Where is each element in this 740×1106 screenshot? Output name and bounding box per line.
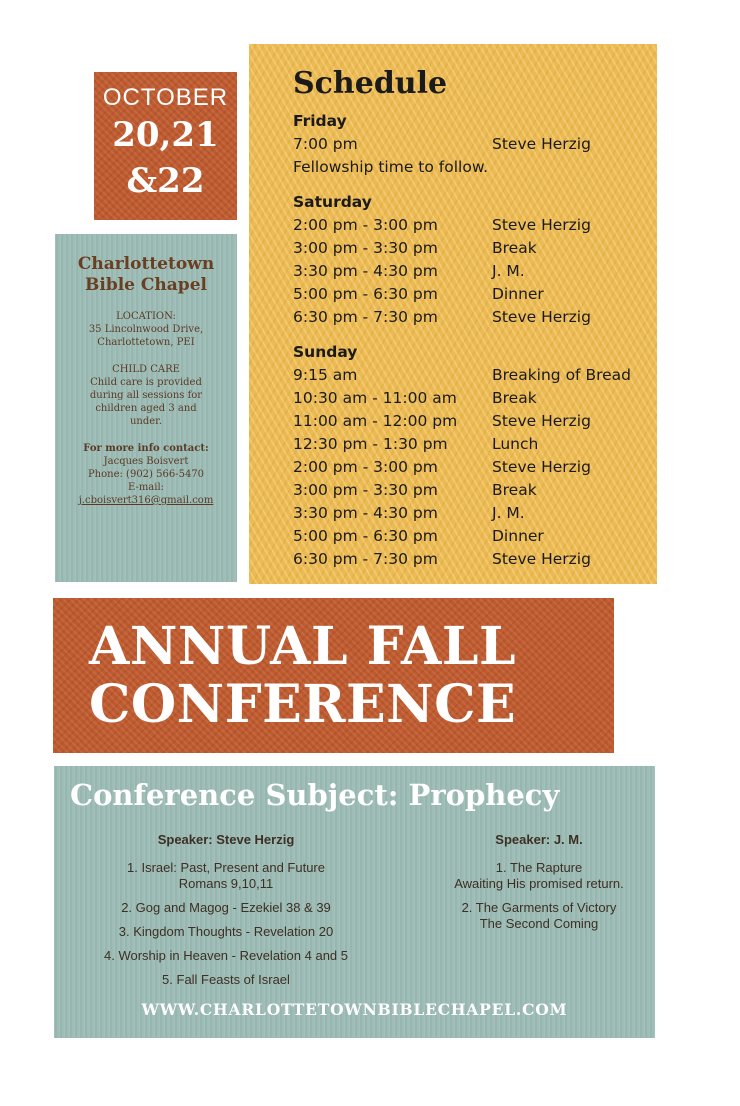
day-heading: Sunday bbox=[293, 343, 358, 361]
schedule-row bbox=[293, 237, 631, 260]
session-item bbox=[76, 900, 376, 916]
schedule-event: Break bbox=[492, 389, 537, 407]
schedule-list bbox=[293, 110, 631, 571]
schedule-row bbox=[293, 456, 631, 479]
banner-title-line1: ANNUAL FALL bbox=[89, 616, 517, 677]
schedule-row bbox=[293, 410, 631, 433]
schedule-row bbox=[293, 364, 631, 387]
schedule-row bbox=[293, 283, 631, 306]
session-line: 2. Gog and Magog - Ezekiel 38 & 39 bbox=[121, 900, 331, 915]
schedule-event: Dinner bbox=[492, 285, 544, 303]
schedule-time: 6:30 pm - 7:30 pm bbox=[293, 550, 438, 568]
website-url[interactable]: WWW.CHARLOTTETOWNBIBLECHAPEL.COM bbox=[141, 1000, 568, 1019]
session-list bbox=[76, 860, 376, 988]
session-line: 2. The Garments of Victory bbox=[461, 900, 617, 915]
speaker-column-right bbox=[434, 832, 644, 940]
address-line2: Charlottetown, PEI bbox=[97, 337, 195, 348]
day-gap bbox=[293, 179, 631, 191]
schedule-time: 2:00 pm - 3:00 pm bbox=[293, 458, 438, 476]
session-line: 1. Israel: Past, Present and Future bbox=[127, 860, 325, 875]
address-line1: 35 Lincolnwood Drive, bbox=[88, 324, 204, 335]
session-item bbox=[76, 972, 376, 988]
schedule-time: 11:00 am - 12:00 pm bbox=[293, 412, 458, 430]
schedule-time: 10:30 am - 11:00 am bbox=[293, 389, 457, 407]
schedule-event: Steve Herzig bbox=[492, 135, 591, 153]
schedule-row bbox=[293, 502, 631, 525]
contact-name: Jacques Boisvert bbox=[103, 456, 189, 467]
schedule-event: Breaking of Bread bbox=[492, 366, 631, 384]
childcare-line: children aged 3 and bbox=[95, 403, 197, 414]
email-label: E-mail: bbox=[127, 482, 165, 493]
schedule-event: Steve Herzig bbox=[492, 412, 591, 430]
session-line: 1. The Rapture bbox=[495, 860, 583, 875]
schedule-row bbox=[293, 306, 631, 329]
schedule-time: 3:30 pm - 4:30 pm bbox=[293, 504, 438, 522]
session-line: 4. Worship in Heaven - Revelation 4 and 5 bbox=[103, 948, 348, 963]
session-line: Romans 9,10,11 bbox=[178, 876, 274, 891]
date-days-line2: &22 bbox=[126, 161, 205, 201]
childcare-label: CHILD CARE bbox=[112, 364, 180, 375]
schedule-event: Lunch bbox=[492, 435, 539, 453]
schedule-event: Dinner bbox=[492, 527, 544, 545]
schedule-time: 5:00 pm - 6:30 pm bbox=[293, 527, 438, 545]
schedule-row bbox=[293, 214, 631, 237]
schedule-event: J. M. bbox=[492, 262, 525, 280]
contact-phone: Phone: (902) 566-5470 bbox=[87, 469, 205, 480]
schedule-row bbox=[293, 260, 631, 283]
banner-title bbox=[89, 618, 516, 734]
chapel-name bbox=[55, 254, 237, 296]
session-item bbox=[76, 860, 376, 892]
date-days-line1: 20,21 bbox=[112, 115, 219, 155]
session-line: Awaiting His promised return. bbox=[454, 876, 624, 891]
schedule-time: 12:30 pm - 1:30 pm bbox=[293, 435, 448, 453]
banner-title-line2: CONFERENCE bbox=[89, 674, 517, 735]
session-item bbox=[434, 900, 644, 932]
schedule-row bbox=[293, 387, 631, 410]
speaker-name: Speaker: J. M. bbox=[495, 832, 583, 847]
session-line: The Second Coming bbox=[479, 916, 599, 931]
session-line: 5. Fall Feasts of Israel bbox=[162, 972, 290, 987]
childcare-line: under. bbox=[129, 416, 163, 427]
session-item bbox=[76, 948, 376, 964]
schedule-row bbox=[293, 433, 631, 456]
schedule-panel bbox=[249, 44, 657, 584]
schedule-row bbox=[293, 133, 631, 156]
schedule-row bbox=[293, 548, 631, 571]
schedule-time: 3:00 pm - 3:30 pm bbox=[293, 481, 438, 499]
date-month: OCTOBER bbox=[102, 84, 229, 111]
speaker-column-left bbox=[76, 832, 376, 996]
chapel-name-line2: Bible Chapel bbox=[85, 275, 207, 295]
schedule-time: 3:00 pm - 3:30 pm bbox=[293, 239, 438, 257]
schedule-row bbox=[293, 525, 631, 548]
schedule-title: Schedule bbox=[293, 66, 448, 101]
session-item bbox=[434, 860, 644, 892]
schedule-time: 5:00 pm - 6:30 pm bbox=[293, 285, 438, 303]
speaker-name: Speaker: Steve Herzig bbox=[157, 832, 295, 847]
schedule-note: Fellowship time to follow. bbox=[293, 158, 488, 176]
day-gap bbox=[293, 329, 631, 341]
session-line: 3. Kingdom Thoughts - Revelation 20 bbox=[118, 924, 334, 939]
session-item bbox=[76, 924, 376, 940]
schedule-event: Steve Herzig bbox=[492, 550, 591, 568]
conference-banner bbox=[53, 598, 614, 753]
schedule-time: 6:30 pm - 7:30 pm bbox=[293, 308, 438, 326]
schedule-time: 9:15 am bbox=[293, 366, 358, 384]
subject-heading: Conference Subject: Prophecy bbox=[70, 778, 560, 812]
schedule-event: Steve Herzig bbox=[492, 458, 591, 476]
schedule-event: J. M. bbox=[492, 504, 525, 522]
info-box bbox=[55, 234, 237, 582]
childcare-line: Child care is provided bbox=[90, 377, 202, 388]
schedule-time: 7:00 pm bbox=[293, 135, 358, 153]
location-label: LOCATION: bbox=[116, 311, 176, 322]
schedule-time: 3:30 pm - 4:30 pm bbox=[293, 262, 438, 280]
email-link[interactable]: j.cboisvert316@gmail.com bbox=[78, 495, 214, 506]
subject-panel bbox=[54, 766, 655, 1038]
schedule-event: Steve Herzig bbox=[492, 308, 591, 326]
schedule-row bbox=[293, 479, 631, 502]
date-box bbox=[94, 72, 237, 220]
contact-label: For more info contact: bbox=[83, 443, 209, 454]
chapel-name-line1: Charlottetown bbox=[77, 254, 215, 274]
childcare-line: during all sessions for bbox=[89, 390, 203, 401]
schedule-event: Break bbox=[492, 239, 537, 257]
day-heading: Friday bbox=[293, 112, 347, 130]
schedule-time: 2:00 pm - 3:00 pm bbox=[293, 216, 438, 234]
session-list bbox=[434, 860, 644, 932]
schedule-event: Break bbox=[492, 481, 537, 499]
schedule-event: Steve Herzig bbox=[492, 216, 591, 234]
day-heading: Saturday bbox=[293, 193, 372, 211]
